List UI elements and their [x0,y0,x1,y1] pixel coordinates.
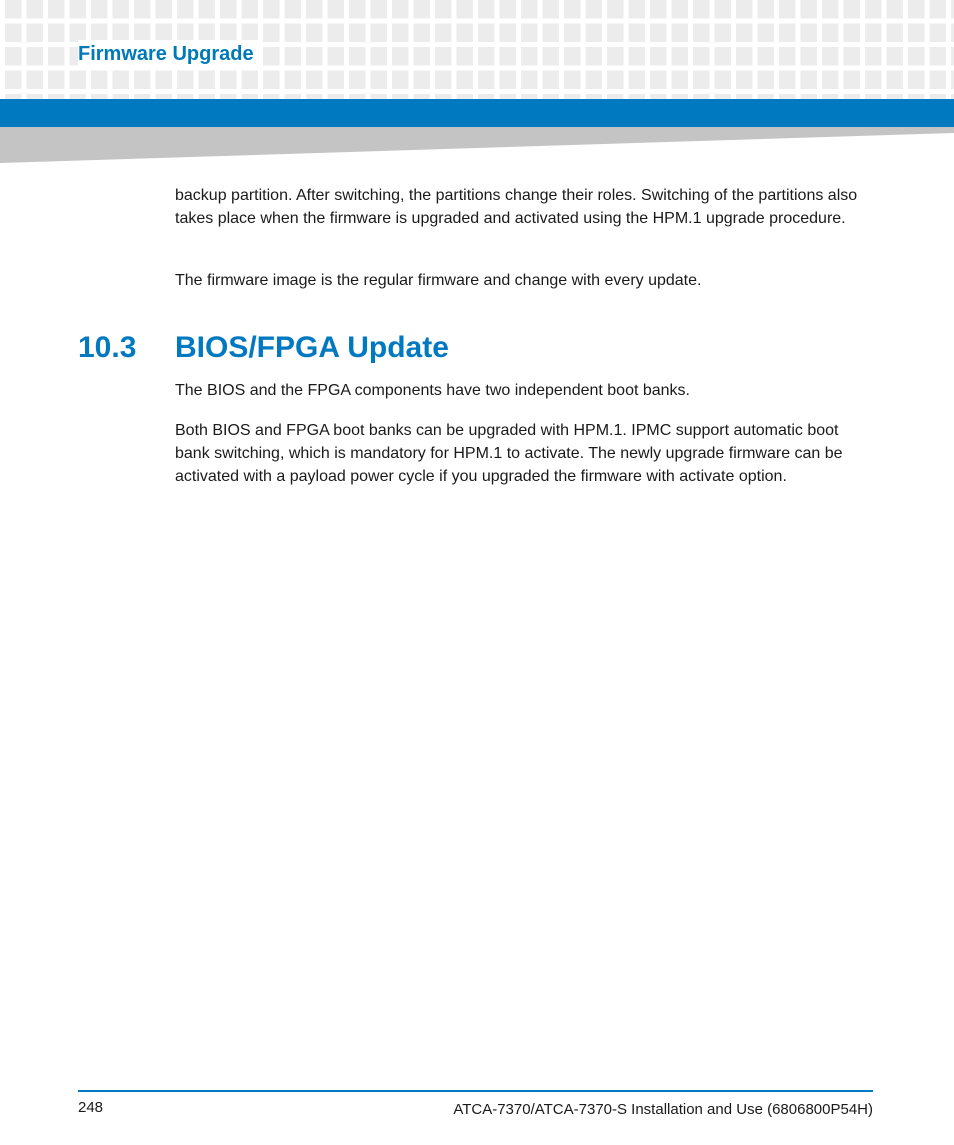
paragraph-boot-banks: The BIOS and the FPGA components have two independent boot banks. [175,382,690,399]
section-heading [78,326,449,370]
paragraph-hpm-upgrade: Both BIOS and FPGA boot banks can be upgraded with HPM.1. IPMC support automatic boot bank switching, which is mandatory for HPM.1 to activate. The newly upgrade firmware can be activated with a payload power cycle if you upgraded the firmware with activate option. [175,422,843,485]
header-blue-bar [0,99,954,127]
header-gray-swoosh [0,127,954,163]
footer-document-title: ATCA-7370/ATCA-7370-S Installation and Use (6806800P54H) [453,1101,873,1118]
footer-page-number: 248 [78,1099,104,1116]
paragraph-firmware-image: The firmware image is the regular firmware and change with every update. [175,272,702,289]
footer-rule [78,1090,873,1092]
section-number: 10.3 [78,331,137,364]
paragraph-backup-partition: backup partition. After switching, the partitions change their roles. Switching of the partitions also takes place when the firmware is upgraded and activated using the HPM.1 upgrade procedure. [175,187,858,227]
running-header-title: Firmware Upgrade [78,40,262,68]
section-title-text: BIOS/FPGA Update [175,331,449,364]
